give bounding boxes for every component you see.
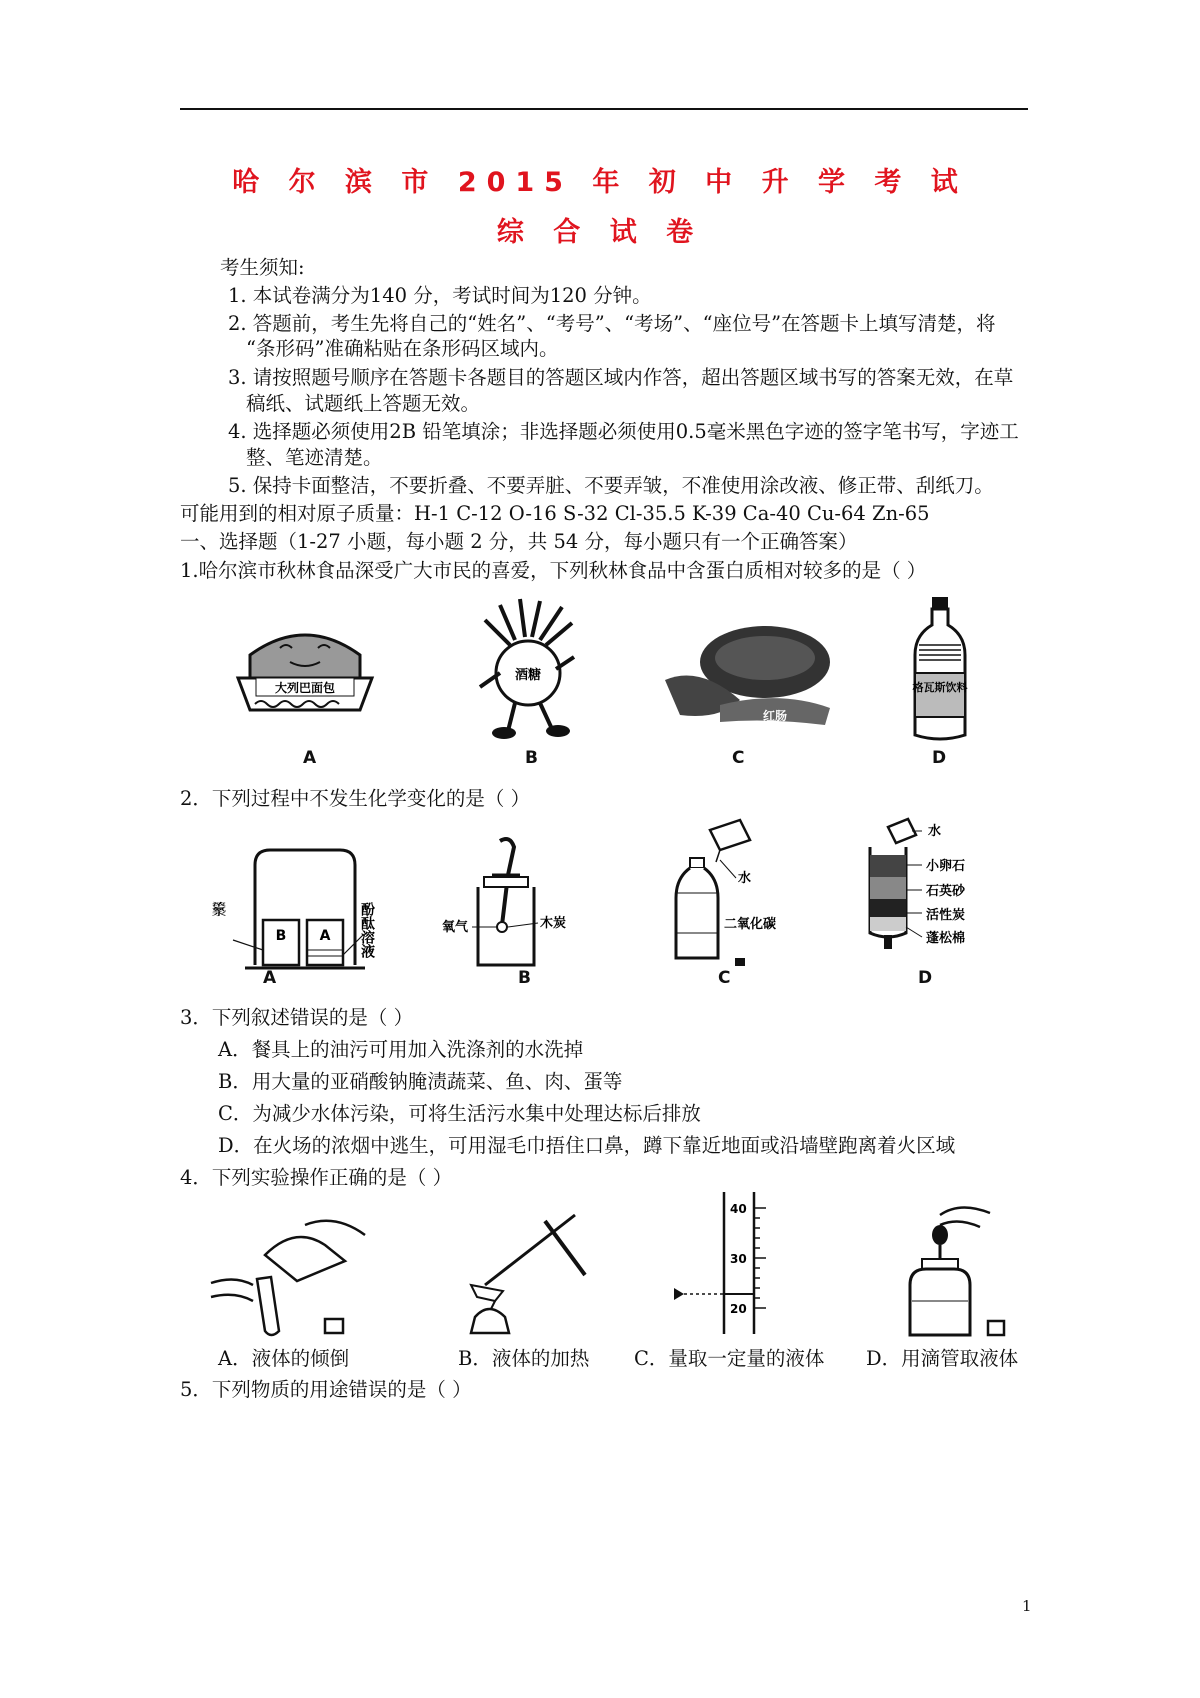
cylinder-reading-figure — [670, 1188, 800, 1338]
beaker-b-label: B — [275, 928, 287, 944]
q2-caption-b: B — [518, 968, 531, 988]
bread-label: 大列巴面包 — [274, 681, 336, 695]
water-label: 水 — [738, 871, 752, 886]
question-4-stem: 4．下列实验操作正确的是（ ） — [180, 1166, 453, 1189]
q3-option-a: A．餐具上的油污可用加入洗涤剂的水洗掉 — [218, 1038, 584, 1061]
q4-option-c: C．量取一定量的液体 — [634, 1347, 825, 1370]
notice-item-1: 1. 本试卷满分为140 分，考试时间为120 分钟。 — [228, 284, 652, 307]
sausage-figure — [660, 620, 835, 730]
filter-water-label: 水 — [928, 824, 942, 839]
atomic-mass-line: 可能用到的相对原子质量：H-1 C-12 O-16 S-32 Cl-35.5 K-39 Ca-40 Cu-64 Zn-65 — [180, 502, 930, 525]
liquid-heating-figure — [465, 1205, 605, 1345]
pebble-label: 小卵石 — [926, 859, 966, 874]
page-number: 1 — [1022, 1597, 1032, 1615]
notice-item-2a: 2. 答题前，考生先将自己的“姓名”、“考号”、“考场”、“座位号”在答题卡上填写清楚，将 — [228, 312, 996, 335]
phenol-label: 酚酞溶液 — [359, 902, 375, 958]
drink-label: 格瓦斯饮料 — [912, 681, 968, 694]
notice-item-3b: 稿纸、试题纸上答题无效。 — [246, 392, 481, 415]
bread-figure — [230, 610, 380, 725]
beaker-a-label: A — [319, 928, 331, 944]
notice-item-5: 5. 保持卡面整洁，不要折叠、不要弄脏、不要弄皱，不准使用涂改液、修正带、刮纸刀。 — [228, 474, 994, 497]
q1-caption-d: D — [932, 748, 947, 768]
q1-caption-b: B — [525, 748, 538, 768]
cotton-label: 蓬松棉 — [926, 931, 966, 946]
question-3-stem: 3．下列叙述错误的是（ ） — [180, 1006, 414, 1029]
notice-item-4b: 整、笔迹清楚。 — [246, 446, 383, 469]
charcoal-label: 木炭 — [540, 916, 567, 931]
q4-option-a: A．液体的倾倒 — [218, 1347, 350, 1370]
sausage-label: 红肠 — [762, 709, 788, 723]
q2-caption-d: D — [918, 968, 933, 988]
liquid-pouring-figure — [205, 1205, 375, 1345]
scale-20: 20 — [730, 1302, 747, 1316]
q3-option-c: C．为减少水体污染，可将生活污水集中处理达标后排放 — [218, 1102, 701, 1125]
water-filter-figure — [860, 815, 1010, 965]
exam-title: 哈 尔 滨 市 2015 年 初 中 升 学 考 试 — [232, 167, 968, 198]
header-rule — [180, 108, 1028, 110]
scale-30: 30 — [730, 1252, 747, 1266]
q1-caption-a: A — [303, 748, 317, 768]
candy-figure — [470, 595, 590, 745]
question-5-stem: 5．下列物质的用途错误的是（ ） — [180, 1378, 472, 1401]
notice-item-4a: 4. 选择题必须使用2B 铅笔填涂；非选择题必须使用0.5毫米黑色字迹的签字笔书写，字迹工 — [228, 420, 1019, 443]
sand-label: 石英砂 — [926, 884, 966, 899]
charcoal-oxygen-figure — [440, 835, 580, 975]
oxygen-label: 氧气 — [442, 920, 469, 935]
ammonia-experiment-figure — [210, 840, 390, 975]
ammonia-label: 浓氨水 — [210, 902, 226, 944]
section-heading: 一、选择题（1-27 小题，每小题 2 分，共 54 分，每小题只有一个正确答案） — [180, 530, 858, 553]
q4-option-b: B．液体的加热 — [458, 1347, 590, 1370]
q4-option-d: D．用滴管取液体 — [866, 1347, 1019, 1370]
notice-item-2b: “条形码”准确粘贴在条形码区域内。 — [246, 337, 559, 360]
carbon-label: 活性炭 — [926, 908, 966, 923]
q1-caption-c: C — [732, 748, 745, 768]
question-1-stem: 1.哈尔滨市秋林食品深受广大市民的喜爱，下列秋林食品中含蛋白质相对较多的是（ ） — [180, 559, 927, 582]
scale-40: 40 — [730, 1202, 747, 1216]
co2-label: 二氧化碳 — [724, 917, 777, 932]
co2-bottle-figure — [670, 818, 800, 968]
q3-option-d: D．在火场的浓烟中逃生，可用湿毛巾捂住口鼻，蹲下靠近地面或沿墙壁跑离着火区域 — [218, 1134, 956, 1157]
notice-heading: 考生须知: — [220, 256, 305, 279]
dropper-figure — [900, 1195, 1020, 1345]
exam-subtitle: 综 合 试 卷 — [496, 217, 704, 248]
q3-option-b: B．用大量的亚硝酸钠腌渍蔬菜、鱼、肉、蛋等 — [218, 1070, 623, 1093]
question-2-stem: 2．下列过程中不发生化学变化的是（ ） — [180, 787, 531, 810]
candy-label: 酒糖 — [514, 668, 542, 683]
notice-item-3a: 3. 请按照题号顺序在答题卡各题目的答题区域内作答，超出答题区域书写的答案无效，在草 — [228, 366, 1014, 389]
q2-caption-a: A — [263, 968, 277, 988]
q2-caption-c: C — [718, 968, 731, 988]
drink-bottle-figure — [905, 595, 975, 745]
